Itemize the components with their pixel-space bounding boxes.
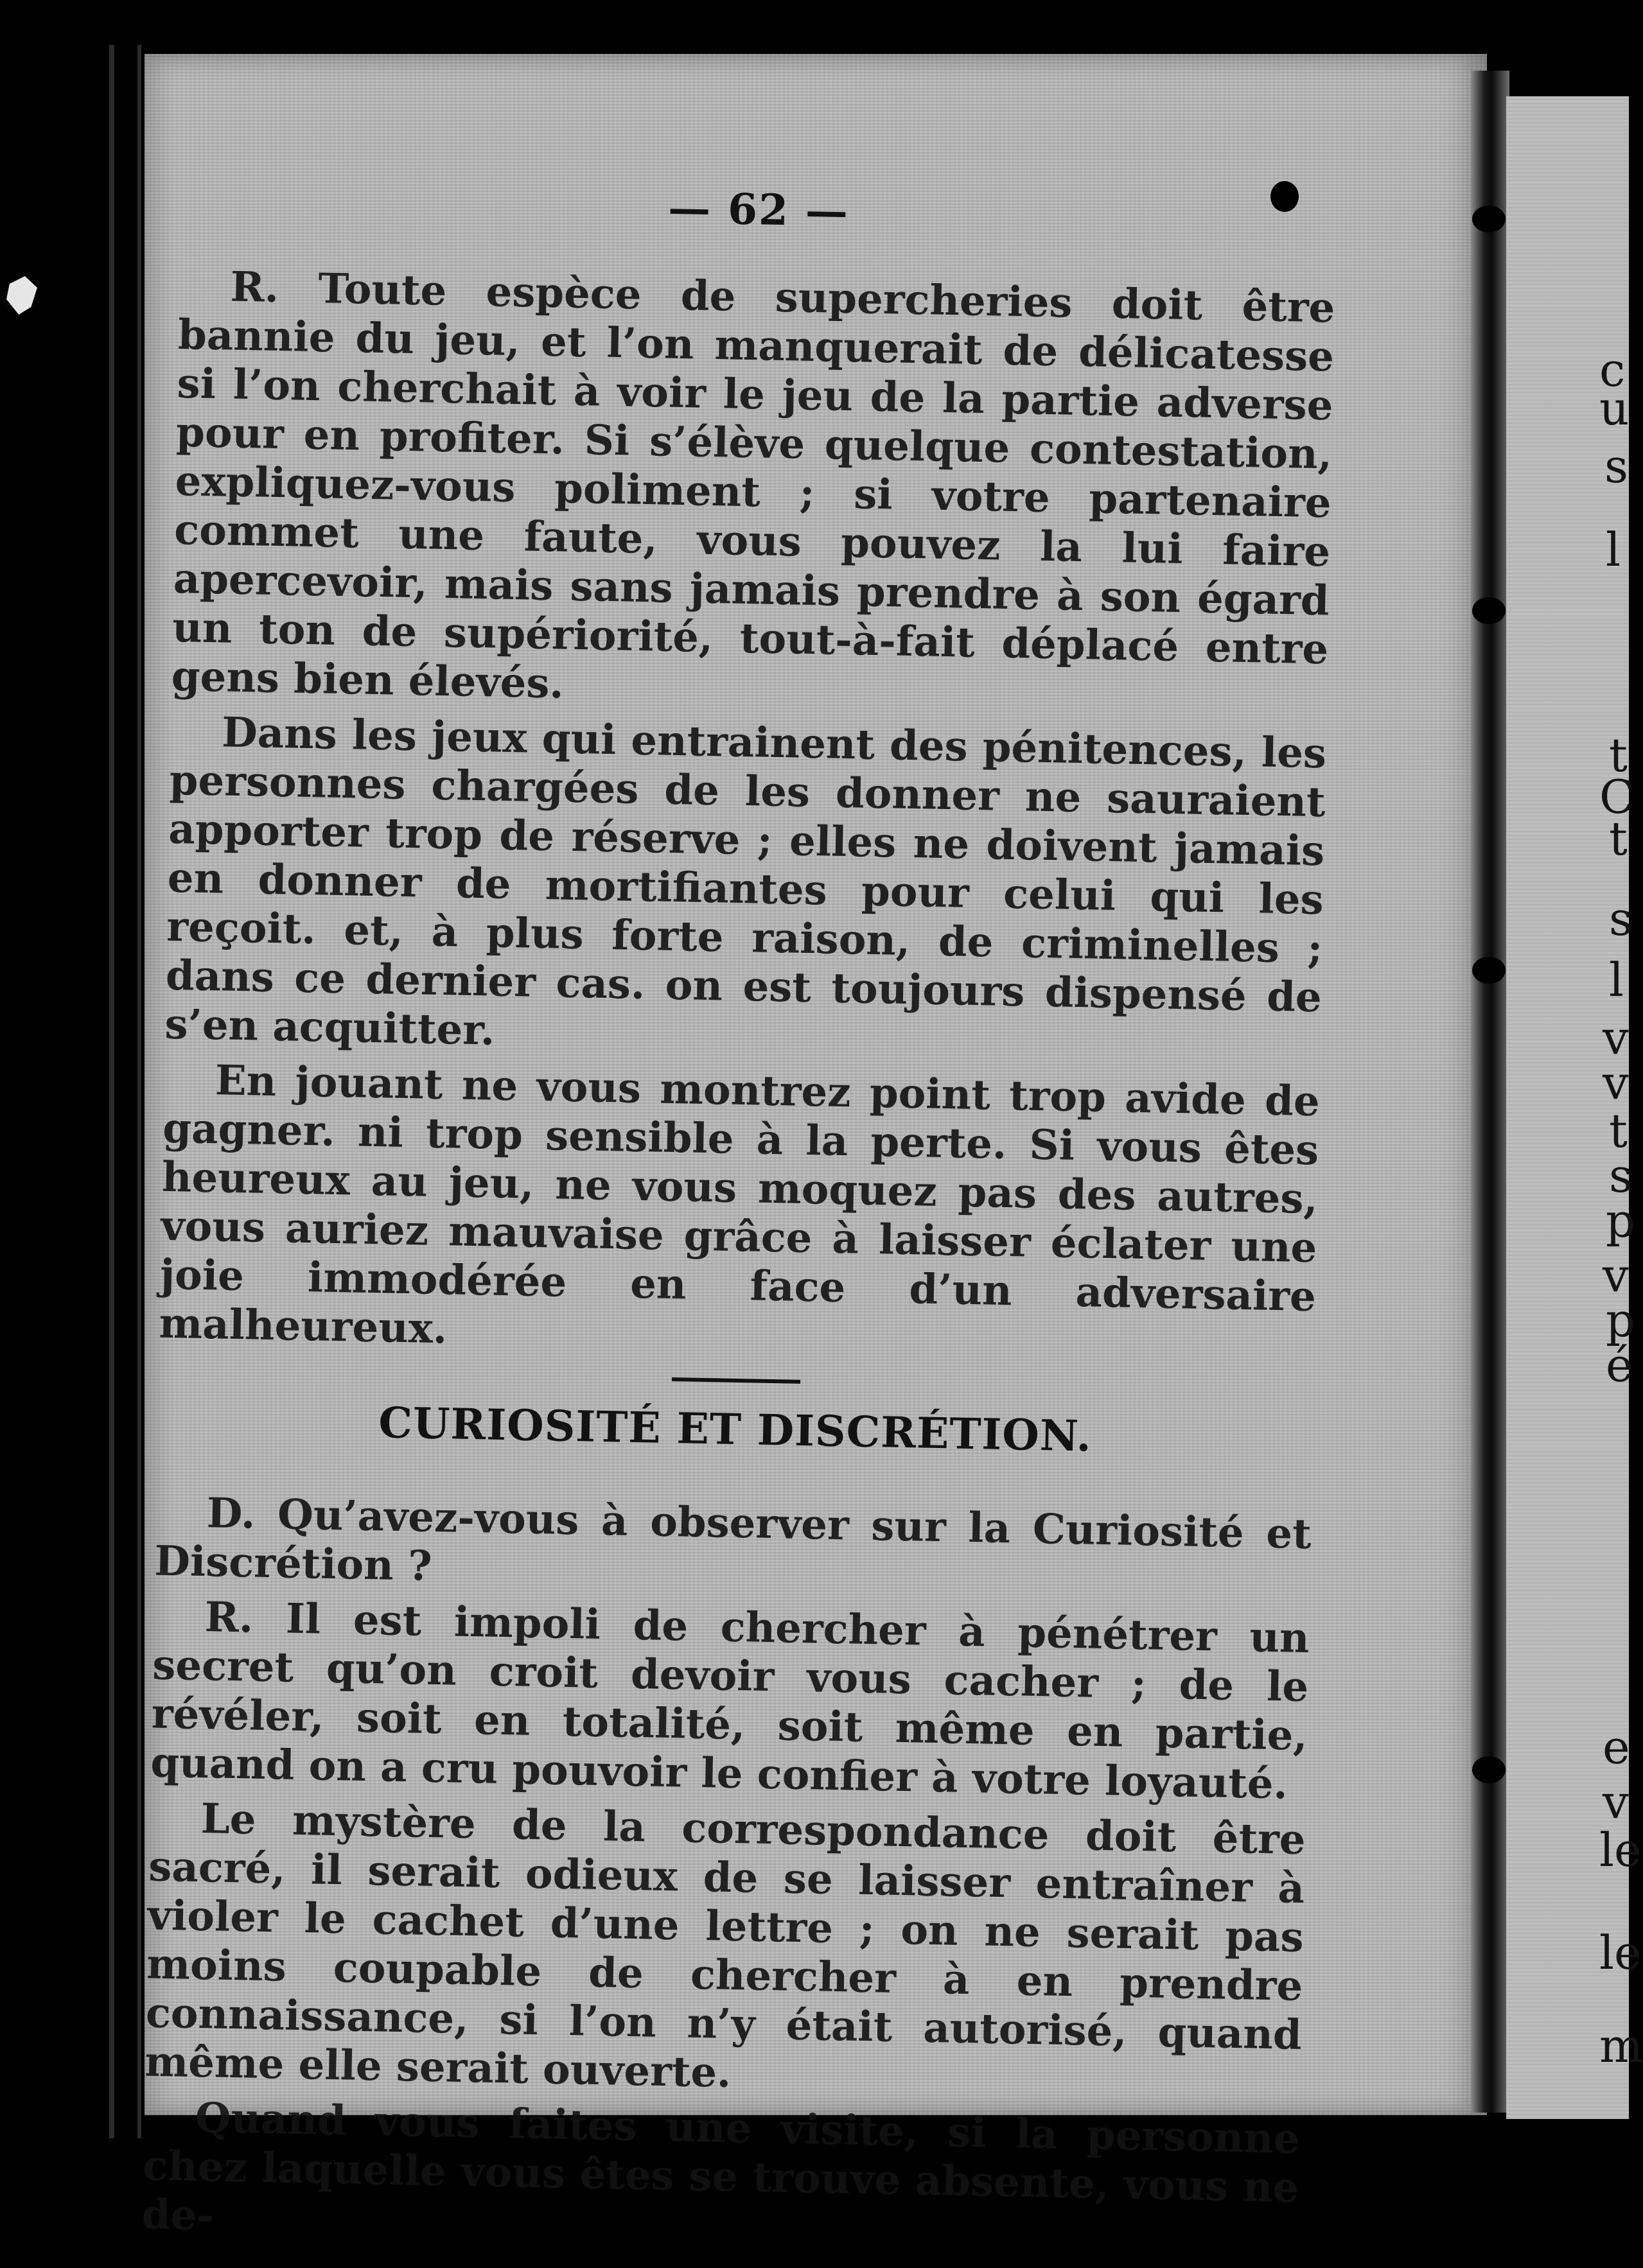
binding-stitch	[1472, 205, 1506, 232]
facing-page-fragment: v	[1603, 1011, 1629, 1065]
binding-stitch	[1472, 1756, 1506, 1783]
binding-stitch	[1472, 597, 1506, 624]
facing-page-fragment: u	[1599, 381, 1630, 435]
facing-page-fragment: p	[1606, 1293, 1636, 1347]
facing-page-fragment: l	[1606, 523, 1621, 577]
paragraph: R. Il est impoli de chercher à pénétrer un secret qu’on croit devoir vous cacher ; de le révéler, soit en totalité, soit même en partie, quand on a cru pouvoir le confier à votre loyauté.	[150, 1593, 1310, 1809]
facing-page-fragment: C	[1599, 770, 1635, 824]
facing-page-fragment: t	[1609, 1104, 1628, 1158]
facing-page-fragment: e	[1603, 1720, 1630, 1774]
margin-blot	[6, 276, 37, 315]
facing-page-fragment: é	[1606, 1338, 1633, 1392]
paragraph: Le mystère de la correspondance doit être sacré, il serait odieux de se laisser entraîner à violer le cachet d’une lettre ; on ne serait pas moins coupable de chercher à en prendre connaissance, si l’on n’y était autorisé, quand même elle serait ouverte.	[144, 1795, 1306, 2097]
paragraph: En jouant ne vous montrez point trop avide de gagner. ni trop sensible à la perte. Si vous êtes heureux au jeu, ne vous moquez pas des autres, vous auriez mauvaise grâce à laisser éclater une joie immodérée en face d’un adversaire malheureux.	[158, 1056, 1321, 1354]
book-gutter	[1471, 71, 1509, 2113]
facing-page-fragment: m	[1599, 2019, 1643, 2073]
paragraph: D. Qu’avez-vous à observer sur la Curiosité et Discrétion ?	[154, 1489, 1312, 1591]
facing-page-fragment: p	[1606, 1194, 1636, 1248]
ink-dot	[1270, 181, 1299, 212]
facing-page-fragment: s	[1609, 1149, 1633, 1203]
facing-page-fragment: v	[1603, 1056, 1629, 1110]
facing-page-fragment: v	[1603, 1775, 1629, 1829]
page-edge-left	[109, 45, 114, 2138]
paragraph: R. Toute espèce de supercheries doit être bannie du jeu, et l’on manquerait de délicatesse si l’on cherchait à voir le jeu de la partie adverse pour en profiter. Si s’élève quelque contestation, expliquez-vous poliment ; si votre partenaire commet une faute, vous pouvez la lui faire apercevoir, mais sans jamais prendre à son égard un ton de supériorité, tout-à-fait déplacé entre gens bien élevés.	[171, 263, 1336, 708]
text-column	[141, 173, 1337, 2268]
page-edge-inner	[137, 45, 141, 2138]
section-heading: CURIOSITÉ ET DISCRÉTION.	[378, 1397, 1093, 1461]
section-divider	[672, 1377, 800, 1384]
facing-page-fragment: s	[1609, 892, 1633, 946]
facing-page-fragment: t	[1609, 812, 1628, 866]
paragraph: Quand vous faites une visite, si la personne chez laquelle vous êtes se trouve absente, vous ne de-	[141, 2093, 1301, 2240]
facing-page-fragment: c	[1599, 343, 1626, 397]
page-number: — 62 —	[667, 182, 850, 236]
facing-page-fragment: t	[1609, 728, 1628, 782]
facing-page-fragment: le	[1599, 1823, 1642, 1877]
paragraph: Dans les jeux qui entrainent des pénitences, les personnes chargées de les donner ne sauraient apporter trop de réserve ; elles ne doivent jamais en donner de mortifiantes pour celui qui les reçoit. et, à plus forte raison, de criminelles ; dans ce dernier cas. on est toujours dispensé de s’en acquitter.	[164, 708, 1327, 1055]
binding-stitch	[1472, 957, 1506, 984]
facing-page-fragment: l	[1609, 953, 1624, 1007]
facing-page-fragment: le	[1599, 1926, 1642, 1980]
facing-page-fragment: v	[1603, 1248, 1629, 1302]
facing-page-fragment: s	[1604, 439, 1628, 493]
